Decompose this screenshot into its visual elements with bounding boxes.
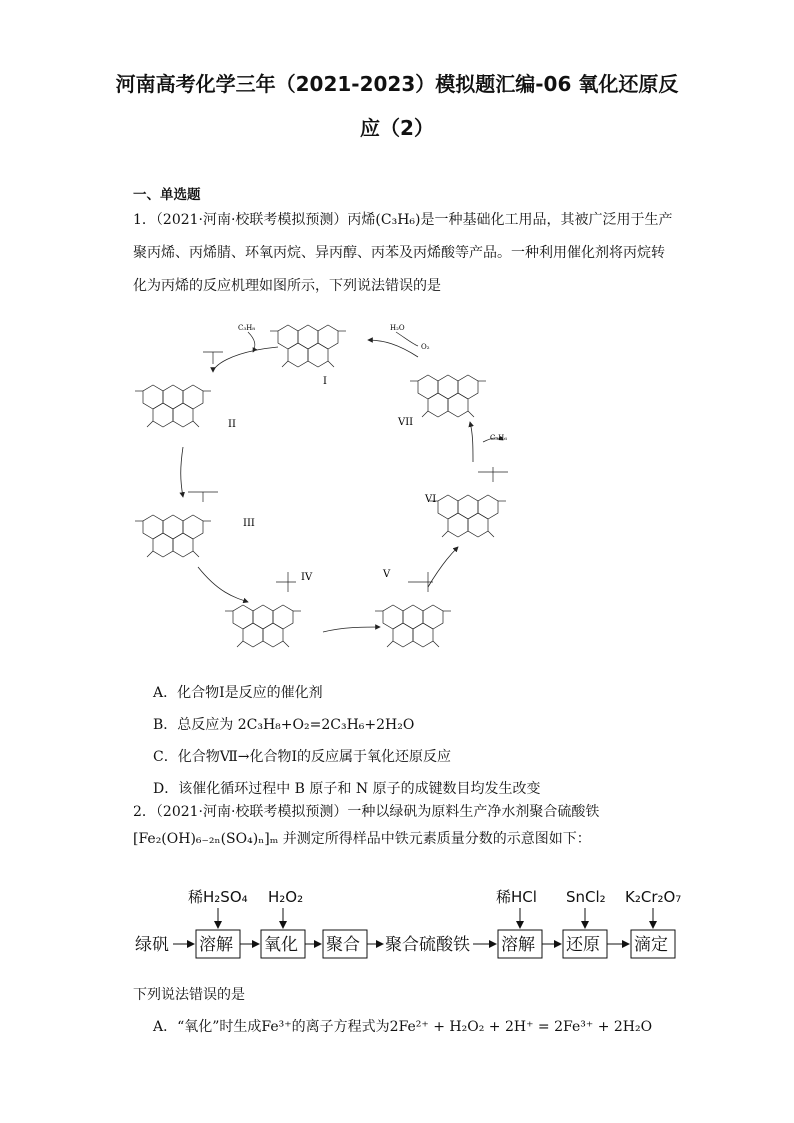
section-heading: 一、单选题 xyxy=(133,187,201,203)
q2-option-a: A．“氧化”时生成Fe³⁺的离子方程式为2Fe²⁺ + H₂O₂ + 2H⁺ = 2Fe³⁺ + 2H₂O xyxy=(153,1019,653,1035)
diagram-label-h2o: H₂O xyxy=(390,324,405,332)
arrow-I-to-II xyxy=(213,347,278,372)
compound-label-IV: IV xyxy=(301,572,313,583)
arrow-V-to-VI xyxy=(428,547,458,587)
diagram-label-o2: O₂ xyxy=(421,343,430,351)
reagent-dilute-h2so4: 稀H₂SO₄ xyxy=(188,888,248,906)
diagram-label-c3h6: C₃H₆ xyxy=(490,434,508,442)
process-flow-diagram xyxy=(133,880,693,970)
flow-box-label-oxidize: 氧化 xyxy=(264,935,298,955)
compound-label-I: I xyxy=(323,376,327,387)
flow-box-label-polymerize: 聚合 xyxy=(326,935,360,955)
reagent-k2cr2o7: K₂Cr₂O₇ xyxy=(625,888,682,906)
flow-middle-product: 聚合硫酸铁 xyxy=(385,935,470,955)
arrow-III-to-IV xyxy=(198,567,248,602)
flow-box-label-dissolve-1: 溶解 xyxy=(199,935,233,955)
compound-VI-sheet xyxy=(430,495,506,537)
q1-option-b: B．总反应为 2C₃H₈+O₂=2C₃H₆+2H₂O xyxy=(153,717,415,733)
diagram-label-c3h8: C₃H₈ xyxy=(238,324,256,332)
question-1-stem xyxy=(133,204,673,303)
compound-label-VII: VII xyxy=(398,417,414,428)
question-1-line-2: 聚丙烯、丙烯腈、环氧丙烷、异丙醇、丙苯及丙烯酸等产品。一种利用催化剂将丙烷转 xyxy=(133,245,665,261)
flow-box-label-reduce: 还原 xyxy=(566,935,600,955)
compound-III-sheet xyxy=(135,515,211,557)
compound-IV-sheet xyxy=(225,605,301,647)
compound-II-sheet xyxy=(135,385,211,427)
flow-box-label-dissolve-2: 溶解 xyxy=(501,935,535,955)
document-title-line1: 河南高考化学三年（2021-2023）模拟题汇编-06 氧化还原反 xyxy=(115,72,679,96)
reagent-h2o2: H₂O₂ xyxy=(268,888,304,906)
compound-I-sheet xyxy=(270,325,346,367)
compound-V-sheet xyxy=(375,605,451,647)
compound-VII-sheet xyxy=(410,375,486,417)
reaction-mechanism-diagram xyxy=(128,302,548,662)
polyferric-sulfate-formula: [Fe₂(OH)₆₋₂ₙ(SO₄)ₙ]ₘ xyxy=(133,831,279,847)
compound-label-VI: VI xyxy=(425,494,437,505)
question-2-prompt: 下列说法错误的是 xyxy=(133,987,245,1003)
reagent-dilute-hcl: 稀HCl xyxy=(496,888,537,906)
question-2-stem xyxy=(133,796,673,829)
question-2-line-2 xyxy=(133,828,591,848)
q1-option-d: D．该催化循环过程中 B 原子和 N 原子的成键数目均发生改变 xyxy=(153,781,541,797)
arrow-II-to-III xyxy=(181,447,183,497)
q1-option-c: C．化合物Ⅶ→化合物Ⅰ的反应属于氧化还原反应 xyxy=(153,749,452,765)
question-2-line-1: 2．（2021·河南·校联考模拟预测）一种以绿矾为原料生产净水剂聚合硫酸铁 xyxy=(133,804,600,820)
compound-label-III: III xyxy=(243,518,255,529)
flow-start-green-vitriol: 绿矾 xyxy=(135,935,169,955)
reagent-sncl2: SnCl₂ xyxy=(566,888,606,906)
arrow-VII-to-I xyxy=(368,340,418,357)
question-2-line-2-text: 并测定所得样品中铁元素质量分数的示意图如下： xyxy=(282,831,591,847)
q1-option-a: A．化合物Ⅰ是反应的催化剂 xyxy=(153,685,323,701)
flow-box-label-titrate: 滴定 xyxy=(634,935,668,955)
arrow-IV-to-V xyxy=(323,627,380,632)
question-1-line-3: 化为丙烯的反应机理如图所示，下列说法错误的是 xyxy=(133,278,441,294)
compound-label-II: II xyxy=(228,419,236,430)
compound-label-V: V xyxy=(383,569,391,580)
document-title-line2: 应（2） xyxy=(360,116,434,140)
question-1-line-1: 1．（2021·河南·校联考模拟预测）丙烯(C₃H₆)是一种基础化工用品，其被广泛用于生产 xyxy=(133,212,673,228)
arrow-VI-to-VII xyxy=(470,422,473,462)
